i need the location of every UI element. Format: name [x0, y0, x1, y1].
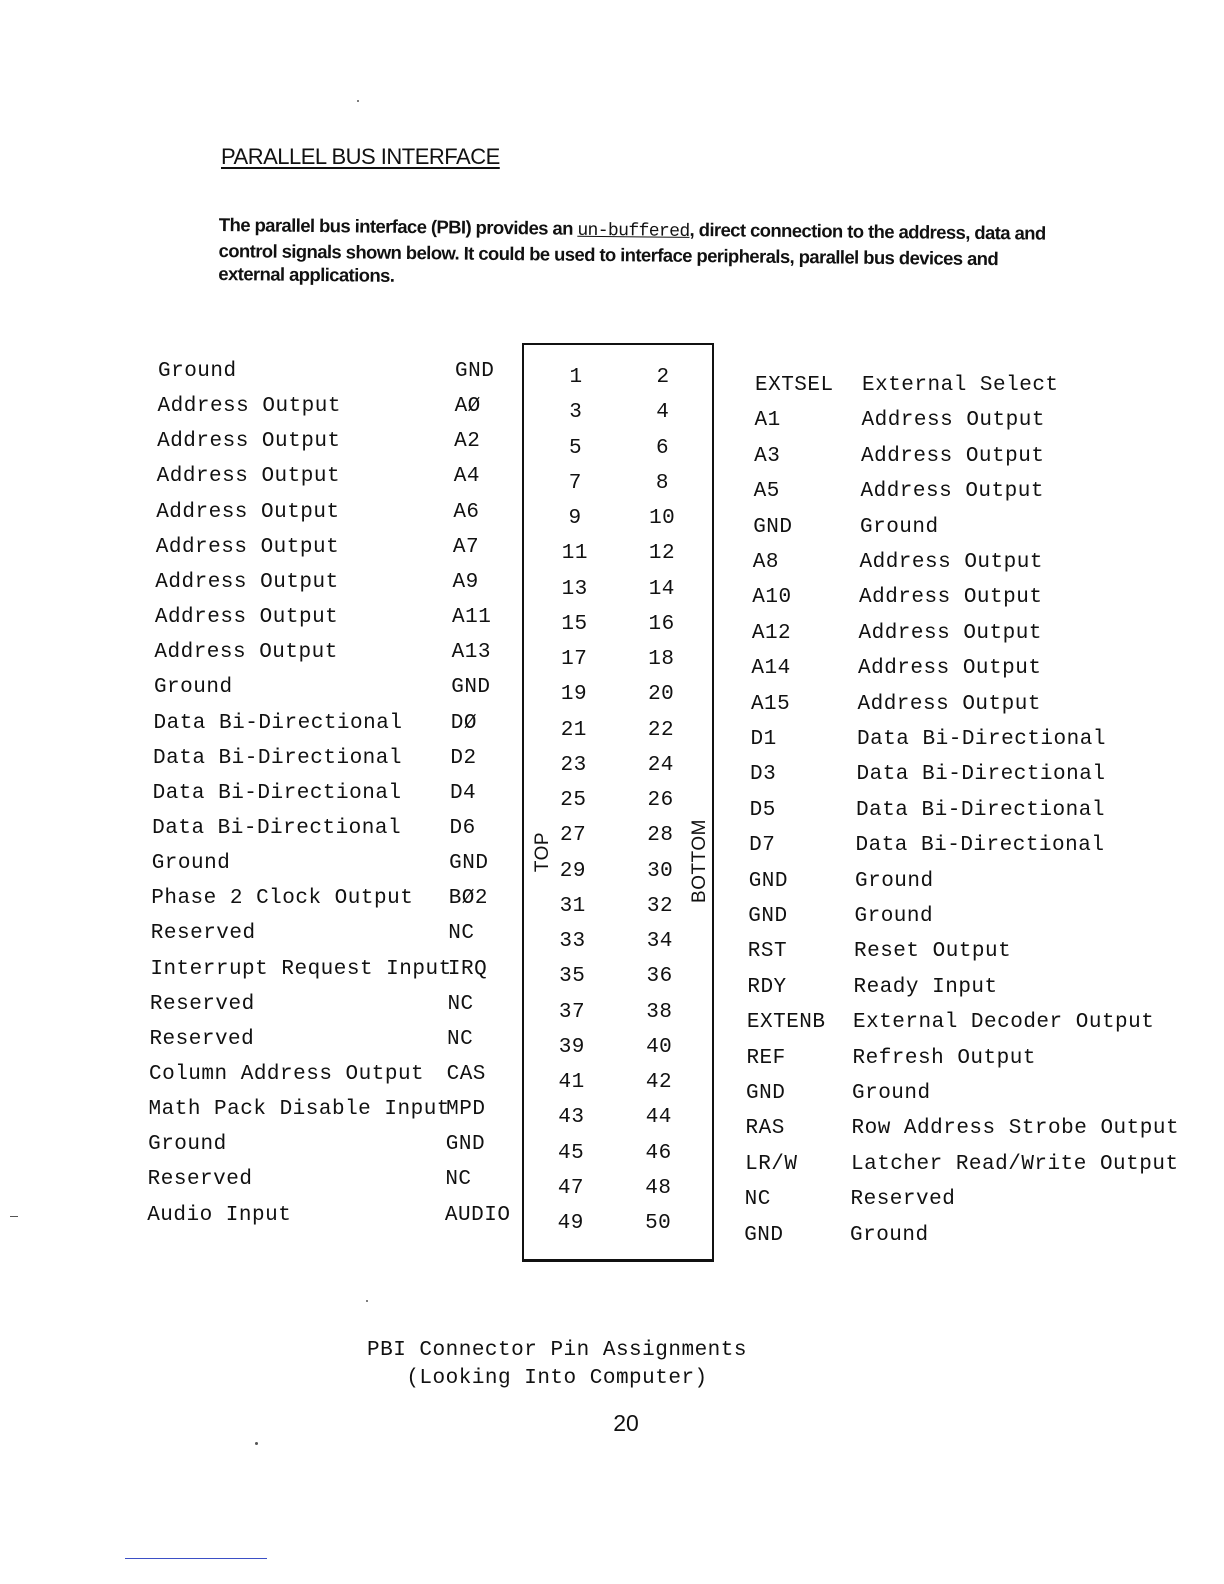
pin-left-signal: A11 [452, 606, 492, 630]
pin-left-signal: A9 [452, 570, 479, 594]
pin-number-even: 18 [648, 648, 675, 671]
pin-right-description: External Select [862, 374, 1059, 397]
pin-right-signal: A8 [752, 551, 779, 574]
pin-left-signal: IRQ [447, 957, 488, 981]
pin-number-even: 50 [645, 1212, 672, 1235]
pin-left-description: Address Output [155, 535, 340, 559]
pin-right-description: Refresh Output [852, 1046, 1036, 1070]
pin-number-odd: 33 [559, 930, 586, 953]
pin-number-odd: 27 [560, 824, 587, 848]
pin-right-description: Address Output [858, 657, 1042, 681]
pin-left-description: Address Output [157, 430, 341, 454]
pin-left-description: Reserved [149, 992, 255, 1016]
scan-speck [357, 100, 359, 102]
pin-number-even: 38 [646, 1000, 673, 1024]
pin-number-even: 42 [645, 1071, 673, 1094]
pin-right-signal: D1 [750, 728, 777, 751]
pin-number-even: 34 [646, 930, 673, 953]
pin-right-signal: GND [746, 1082, 786, 1105]
pin-right-signal: D3 [750, 763, 777, 787]
pin-number-odd: 45 [558, 1141, 585, 1165]
pin-right-description: Reset Output [854, 940, 1012, 964]
pin-right-signal: GND [748, 905, 788, 928]
pin-left-signal: GND [451, 676, 491, 700]
pin-left-signal: GND [445, 1133, 486, 1157]
pin-number-odd: 19 [560, 683, 588, 707]
pin-number-even: 14 [648, 577, 675, 601]
pin-left-description: Math Pack Disable Input [148, 1098, 450, 1122]
pin-number-odd: 7 [568, 471, 582, 495]
pin-left-signal: A13 [451, 641, 491, 665]
pin-number-odd: 13 [561, 577, 588, 601]
pin-left-description: Ground [148, 1133, 227, 1157]
pin-number-even: 40 [646, 1035, 673, 1059]
pin-right-signal: LR/W [745, 1152, 798, 1176]
pin-right-signal: GND [744, 1223, 784, 1247]
pin-left-description: Address Output [156, 465, 341, 489]
pin-left-description: Data Bi-Directional [152, 781, 402, 805]
pin-right-description: Address Output [857, 692, 1041, 716]
pin-left-description: Ground [158, 360, 237, 383]
pin-right-signal: GND [753, 515, 793, 539]
pin-right-description: External Decoder Output [853, 1011, 1155, 1035]
pin-right-description: Ground [855, 869, 934, 893]
pin-number-even: 44 [645, 1106, 672, 1130]
pin-left-signal: D6 [449, 816, 476, 840]
connector-top-label: TOP [532, 831, 554, 873]
pin-right-signal: A1 [754, 409, 781, 433]
pin-number-even: 46 [645, 1141, 672, 1165]
pin-left-signal: A2 [454, 430, 481, 454]
pin-left-signal: GND [449, 852, 489, 876]
pin-number-odd: 41 [558, 1071, 585, 1094]
pin-left-signal: CAS [446, 1063, 486, 1086]
pin-right-description: Address Output [861, 444, 1045, 468]
pin-number-even: 36 [646, 965, 673, 989]
pin-right-description: Ready Input [853, 975, 998, 999]
pin-right-signal: NC [744, 1188, 771, 1212]
pin-number-odd: 29 [559, 859, 587, 883]
pin-left-signal: MPD [446, 1098, 486, 1122]
pin-right-description: Data Bi-Directional [855, 834, 1105, 858]
pin-right-signal: A5 [753, 480, 780, 504]
pin-number-odd: 37 [558, 1000, 586, 1024]
pin-right-description: Ground [854, 905, 934, 928]
pin-right-description: Ground [850, 1223, 929, 1247]
pin-right-description: Reserved [850, 1188, 956, 1212]
pin-right-signal: GND [748, 869, 788, 893]
pin-number-even: 12 [648, 542, 676, 566]
pin-left-description: Data Bi-Directional [152, 816, 402, 840]
pin-left-description: Address Output [157, 395, 341, 419]
pin-right-description: Ground [852, 1082, 931, 1105]
pin-left-description: Address Output [154, 641, 338, 665]
pin-number-odd: 15 [561, 612, 588, 636]
pin-left-description: Ground [151, 852, 231, 876]
pin-left-signal: GND [455, 360, 495, 383]
pin-right-signal: RDY [747, 975, 787, 999]
pin-left-signal: A6 [453, 500, 480, 524]
pin-left-description: Address Output [155, 570, 339, 594]
pin-left-description: Column Address Output [149, 1063, 425, 1086]
pin-right-description: Address Output [858, 621, 1042, 645]
pin-right-signal: A3 [754, 444, 781, 468]
pin-number-even: 26 [647, 789, 674, 812]
pin-left-description: Reserved [150, 922, 256, 946]
pin-left-signal: BØ2 [448, 887, 488, 911]
pin-number-odd: 23 [560, 753, 587, 777]
scan-speck [10, 1216, 18, 1217]
scan-speck [255, 1442, 258, 1445]
pin-number-even: 48 [645, 1176, 672, 1200]
pin-number-odd: 47 [557, 1176, 585, 1200]
pin-right-description: Address Output [859, 586, 1043, 610]
pin-number-odd: 21 [560, 718, 587, 742]
intro-paragraph [218, 213, 1064, 294]
pin-left-description: Data Bi-Directional [153, 746, 402, 770]
pin-left-signal: A7 [452, 535, 480, 559]
pin-right-signal: A10 [752, 586, 792, 610]
pin-right-signal: RST [747, 940, 788, 964]
pin-left-description: Address Output [156, 500, 340, 524]
pin-right-description: Latcher Read/Write Output [851, 1152, 1179, 1176]
pin-left-signal: AØ [454, 395, 481, 419]
pin-number-odd: 1 [569, 366, 583, 389]
pin-number-odd: 11 [561, 542, 588, 566]
footnote-rule [125, 1558, 267, 1559]
pin-right-description: Data Bi-Directional [856, 763, 1106, 787]
pin-number-odd: 31 [559, 894, 586, 918]
pin-right-signal: D5 [749, 798, 776, 822]
pin-left-description: Ground [153, 676, 233, 700]
pin-left-signal: NC [447, 1027, 474, 1051]
pin-left-description: Address Output [154, 606, 339, 630]
pin-number-even: 32 [646, 894, 674, 918]
pin-right-description: Data Bi-Directional [856, 798, 1105, 822]
page-number: 20 [613, 1410, 639, 1436]
pin-number-odd: 25 [560, 789, 587, 812]
pin-number-even: 10 [649, 507, 676, 530]
pin-left-description: Audio Input [147, 1203, 292, 1227]
caption-line-1: PBI Connector Pin Assignments [367, 1339, 747, 1362]
pin-left-signal: DØ [450, 711, 478, 735]
pin-right-signal: D7 [749, 834, 776, 858]
pin-number-odd: 39 [558, 1035, 585, 1059]
pin-right-signal: EXTSEL [755, 374, 834, 397]
pin-right-description: Row Address Strobe Output [851, 1117, 1180, 1141]
pin-left-signal: D4 [449, 781, 477, 805]
pin-left-description: Interrupt Request Input [150, 957, 452, 981]
pin-left-signal: AUDIO [444, 1203, 511, 1227]
pin-left-description: Data Bi-Directional [153, 711, 403, 735]
pin-number-odd: 49 [557, 1212, 584, 1235]
pin-right-signal: RAS [745, 1117, 785, 1141]
pin-number-even: 30 [647, 859, 674, 883]
pin-left-signal: A4 [453, 465, 480, 489]
pin-right-description: Ground [860, 515, 939, 539]
pin-number-even: 8 [655, 471, 669, 495]
pin-right-signal: EXTENB [746, 1011, 826, 1035]
connector-bottom-label: BOTTOM [688, 819, 710, 903]
pin-number-odd: 9 [568, 507, 582, 530]
pin-number-even: 16 [648, 612, 675, 636]
pin-left-signal: D2 [450, 746, 477, 770]
pin-number-even: 24 [647, 753, 674, 777]
pin-left-description: Reserved [149, 1027, 255, 1051]
pin-right-description: Data Bi-Directional [857, 728, 1106, 751]
pin-right-description: Address Output [861, 409, 1045, 433]
intro-text-after: , direct connection to the address, data and control signals shown below. It could be used to interface peripherals, parallel bus devices and external applications. [218, 218, 1046, 286]
pin-number-even: 2 [656, 366, 670, 389]
pin-right-description: Address Output [860, 480, 1044, 504]
pin-number-even: 20 [648, 683, 675, 707]
pin-number-even: 22 [647, 718, 675, 742]
pin-number-even: 6 [656, 436, 670, 460]
page-title: PARALLEL BUS INTERFACE [221, 144, 500, 169]
pin-right-signal: A15 [750, 692, 791, 716]
intro-text-underlined: un-buffered [577, 220, 690, 242]
pin-number-odd: 35 [559, 965, 586, 989]
intro-text-before: The parallel bus interface (PBI) provides an [218, 213, 578, 239]
pin-right-signal: REF [746, 1046, 786, 1070]
pin-number-odd: 5 [568, 436, 583, 460]
pin-number-odd: 17 [561, 648, 588, 671]
pin-left-signal: NC [448, 922, 475, 946]
pin-number-even: 4 [656, 401, 670, 425]
pin-left-signal: NC [447, 992, 474, 1016]
pin-number-odd: 43 [558, 1106, 585, 1130]
pin-number-even: 28 [647, 824, 674, 848]
pin-right-signal: A14 [751, 657, 791, 681]
caption-line-2: (Looking Into Computer) [406, 1367, 708, 1390]
pin-left-description: Reserved [147, 1168, 253, 1192]
scan-speck [366, 1300, 368, 1302]
pin-right-signal: A12 [751, 621, 792, 645]
pin-left-signal: NC [445, 1168, 472, 1192]
pin-left-description: Phase 2 Clock Output [151, 887, 414, 911]
pin-number-odd: 3 [569, 401, 583, 425]
pin-right-description: Address Output [859, 551, 1043, 574]
